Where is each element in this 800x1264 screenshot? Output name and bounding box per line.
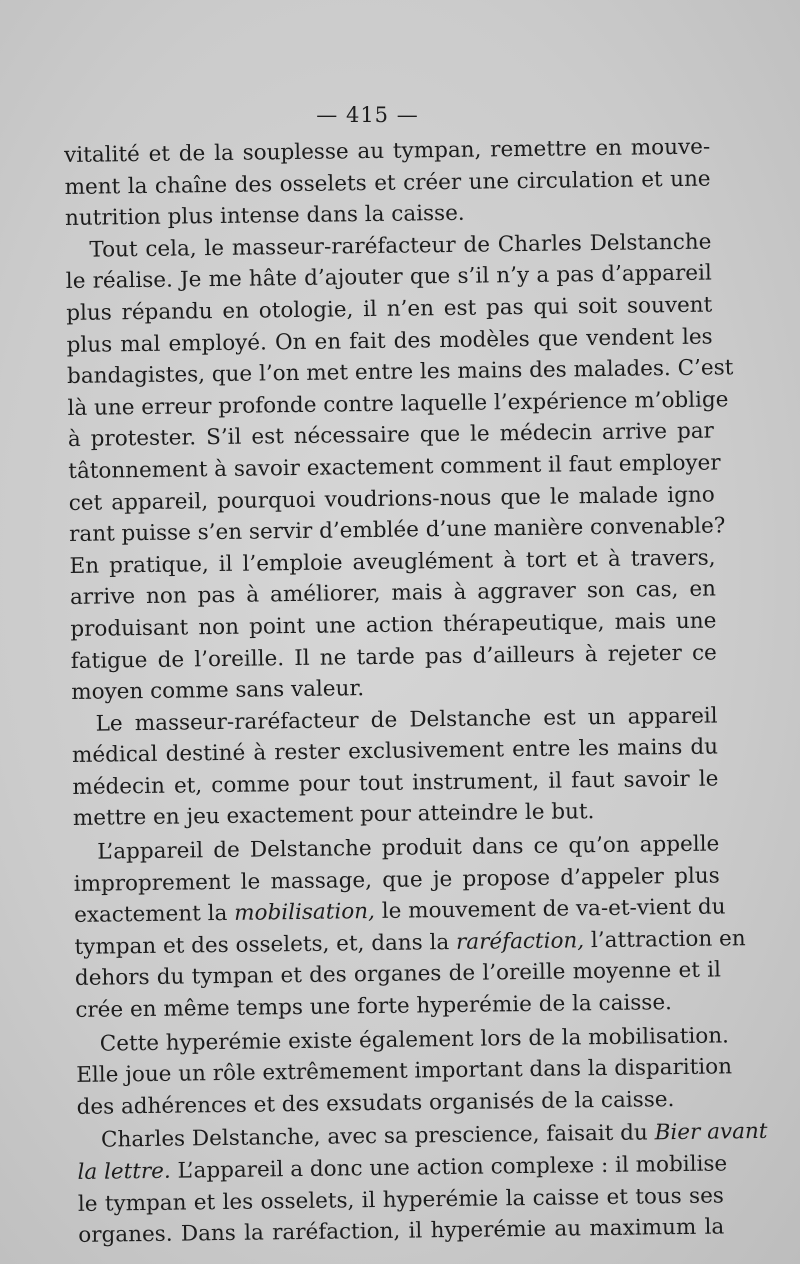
text-line: tympan et des osselets, et, dans la raréfaction, l’attraction en	[74, 925, 746, 960]
text-line: plus répandu en otologie, il n’en est pas qui soit souvent	[66, 292, 713, 326]
text-line: le réalise. Je me hâte d’ajouter que s’il n’y a pas d’appareil	[65, 260, 712, 295]
text-line: Cette hyperémie existe également lors de la mobilisation.	[99, 1022, 730, 1057]
text-line: cet appareil, pourquoi voudrions-nous que le malade igno	[68, 482, 715, 516]
text-line: produisant non point une action thérapeutique, mais une	[70, 608, 717, 642]
text-line: L’appareil de Delstanche produit dans ce qu’on appelle	[97, 831, 720, 865]
text-line: nutrition plus intense dans la caisse.	[64, 200, 465, 232]
page-number: — 415 —	[316, 103, 419, 127]
text-line: Charles Delstanche, avec sa prescience, faisait du Bier avant	[100, 1119, 768, 1154]
italic-term: la lettre.	[77, 1158, 171, 1185]
text-line: arrive non pas à améliorer, mais à aggraver son cas, en	[69, 576, 717, 611]
text-line: Elle joue un rôle extrêmement important dans la disparition	[76, 1054, 733, 1089]
text-line: médical destiné à rester exclusivement entre les mains du	[71, 734, 719, 769]
text-line: moyen comme sans valeur.	[71, 676, 365, 706]
text-line: vitalité et de la souplesse au tympan, remettre en mouve-	[64, 134, 711, 168]
text-line: crée en même temps une forte hyperémie de la caisse.	[75, 990, 673, 1023]
text-line: En pratique, il l’emploie aveuglément à tort et à travers,	[69, 545, 716, 579]
text-line: organes. Dans la raréfaction, il hyperémie au maximum la	[78, 1214, 725, 1249]
italic-term: Bier avant	[654, 1119, 768, 1146]
text-line: tâtonnement à savoir exactement comment il faut employer	[68, 450, 721, 484]
text-line: des adhérences et des exsudats organisés de la caisse.	[76, 1086, 675, 1120]
text-line: mettre en jeu exactement pour atteindre le but.	[72, 799, 595, 832]
text-line: dehors du tympan et des organes de l’oreille moyenne et il	[74, 957, 722, 992]
text-line: fatigue de l’oreille. Il ne tarde pas d’ailleurs à rejeter ce	[70, 640, 717, 674]
text-line: le tympan et les osselets, il hyperémie la caisse et tous ses	[77, 1183, 725, 1217]
text-line: rant puisse s’en servir d’emblée d’une manière convenable?	[69, 513, 726, 548]
text-line: la lettre. L’appareil a donc une action complexe : il mobilise	[77, 1151, 728, 1185]
text-line: plus mal employé. On en fait des modèles que vendent les	[66, 324, 713, 358]
text-line: ment la chaîne des osselets et créer une circulation et une	[64, 166, 711, 200]
text-line: médecin et, comme pour tout instrument, il faut savoir le	[72, 766, 719, 800]
text-line: bandagistes, que l’on met entre les mains des malades. C’est	[66, 355, 734, 390]
text-line: Le masseur-raréfacteur de Delstanche est un appareil	[95, 703, 718, 737]
text-line: exactement la mobilisation, le mouvement de va-et-vient du	[73, 894, 726, 929]
text-line: là une erreur profonde contre laquelle l’expérience m’oblige	[67, 387, 729, 421]
text-line: improprement le massage, que je propose d’appeler plus	[73, 863, 720, 897]
italic-term: raréfaction,	[455, 928, 585, 955]
text-line: à protester. S’il est nécessaire que le médecin arrive par	[67, 418, 715, 453]
italic-term: mobilisation,	[234, 899, 376, 927]
body-text	[64, 132, 768, 1252]
text-line: Tout cela, le masseur-raréfacteur de Charles Delstanche	[89, 229, 712, 263]
